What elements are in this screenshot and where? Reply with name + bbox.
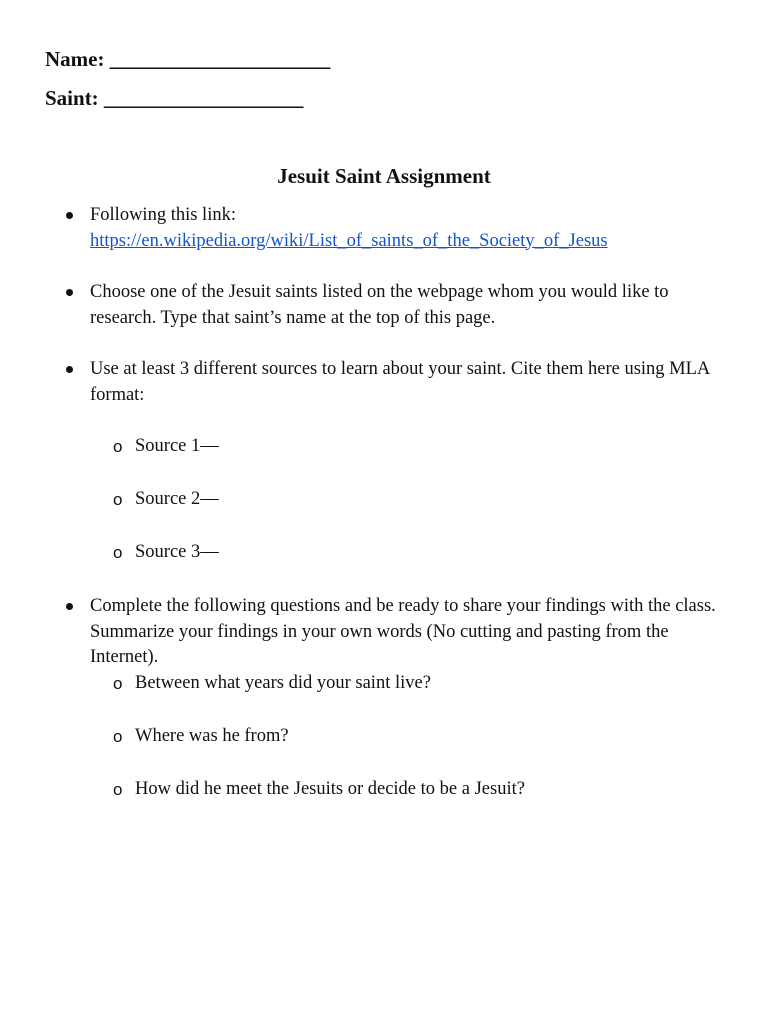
question-item [113, 671, 725, 697]
saint-field-label: Saint: ___________________ [45, 86, 304, 110]
question-text: Where was he from? [135, 726, 289, 746]
source-item [113, 434, 725, 460]
bullet-item-sources [90, 357, 730, 408]
source-item [113, 487, 725, 513]
source-item [113, 540, 725, 566]
bullet-icon [66, 212, 73, 219]
bullet-item-choose [90, 280, 730, 331]
bullet-icon [66, 289, 73, 296]
name-field-label: Name: _____________________ [45, 47, 331, 71]
question-text: Between what years did your saint live? [135, 673, 431, 693]
source-label: Source 3— [135, 542, 219, 562]
bullet-text: Complete the following questions and be ready to share your findings with the class. Summarize your findings in your own words (No cutting and pasting from the Internet). [90, 596, 716, 667]
bullet-icon [66, 603, 73, 610]
source-label: Source 1— [135, 436, 219, 456]
bullet-item-questions [90, 594, 730, 671]
page-title: Jesuit Saint Assignment [277, 164, 491, 188]
circle-bullet-icon: o [113, 727, 123, 746]
source-label: Source 2— [135, 489, 219, 509]
question-text: How did he meet the Jesuits or decide to be a Jesuit? [135, 779, 525, 799]
circle-bullet-icon: o [113, 490, 123, 509]
circle-bullet-icon: o [113, 543, 123, 562]
question-item [113, 724, 725, 750]
bullet-text: Following this link: [90, 205, 236, 225]
question-item [113, 777, 725, 803]
circle-bullet-icon: o [113, 674, 123, 693]
bullet-item-link [90, 203, 730, 254]
circle-bullet-icon: o [113, 780, 123, 799]
circle-bullet-icon: o [113, 437, 123, 456]
bullet-text: Choose one of the Jesuit saints listed on the webpage whom you would like to research. Type that saint’s name at the top of this page. [90, 282, 669, 328]
bullet-icon [66, 366, 73, 373]
bullet-text: Use at least 3 different sources to learn about your saint. Cite them here using MLA format: [90, 359, 710, 405]
wikipedia-link[interactable]: https://en.wikipedia.org/wiki/List_of_saints_of_the_Society_of_Jesus [90, 230, 608, 251]
